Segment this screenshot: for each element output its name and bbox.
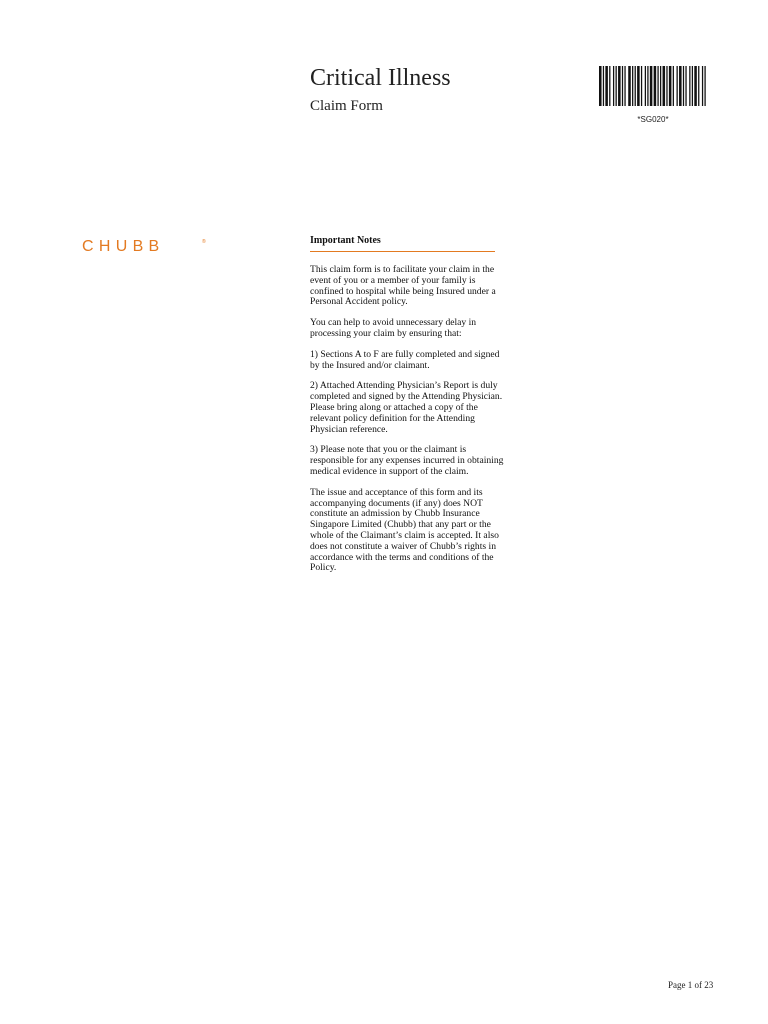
chubb-logo — [82, 237, 212, 257]
important-notes-heading: Important Notes — [310, 235, 495, 252]
page-number: Page 1 of 23 — [668, 980, 714, 990]
notes-paragraph: This claim form is to facilitate your claim in the event of you or a member of your family is confined to hospital while being Insured under a Personal Accident policy. — [310, 264, 496, 308]
logo-wordmark: CHUBB — [82, 238, 165, 255]
notes-paragraph: 2) Attached Attending Physician’s Report is duly completed and signed by the Attending Physician. Please bring along or attached a copy of the relevant policy definition for the Attending Physician reference. — [310, 380, 503, 435]
important-notes-section — [310, 235, 510, 584]
notes-paragraph: The issue and acceptance of this form and its accompanying documents (if any) does NOT constitute an admission by Chubb Insurance Singapore Limited (Chubb) that any part or the whole of the Claimant’s claim is accepted. It also does not constitute a waiver of Chubb’s rights in accordance with the terms and conditions of the Policy. — [310, 486, 499, 574]
notes-paragraph: You can help to avoid unnecessary delay in processing your claim by ensuring that: — [310, 317, 477, 339]
notes-paragraph: 1) Sections A to F are fully completed and signed by the Insured and/or claimant. — [310, 348, 500, 371]
form-subtitle: Claim Form — [310, 98, 383, 114]
notes-paragraph: 3) Please note that you or the claimant is responsible for any expenses incurred in obtaining medical evidence in support of the claim. — [310, 444, 504, 477]
barcode-image — [599, 66, 707, 106]
form-title: Critical Illness — [310, 65, 451, 91]
registered-mark: ® — [202, 239, 206, 245]
barcode-label: *SG020* — [637, 115, 669, 124]
